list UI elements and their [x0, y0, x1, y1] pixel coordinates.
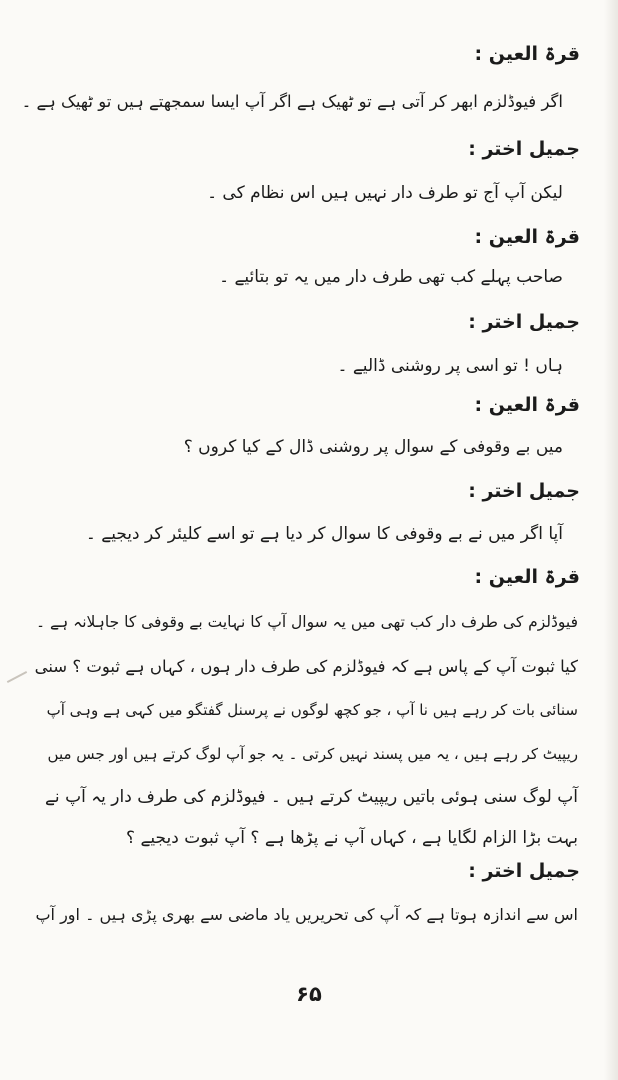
speaker-name: جمیل اختر :: [468, 480, 580, 502]
speaker-name: قرۃ العین :: [474, 226, 580, 248]
speaker-name: قرۃ العین :: [474, 566, 580, 588]
dialogue-line: ہاں ! تو اسی پر روشنی ڈالیے ۔: [337, 356, 563, 376]
page-edge-shadow: [604, 0, 618, 1080]
speaker-name: جمیل اختر :: [468, 860, 580, 882]
dialogue-line: کیا ثبوت آپ کے پاس ہے کہ فیوڈلزم کی طرف دار ہوں ، کہاں ہے ثبوت ؟ سنی: [34, 657, 578, 676]
page-number: ۶۵: [296, 982, 322, 1006]
dialogue-line: فیوڈلزم کی طرف دار کب تھی میں یہ سوال آپ کا نہایت بے وقوفی کا جاہلانہ ہے ۔: [36, 613, 578, 631]
dialogue-line: اگر فیوڈلزم ابھر کر آتی ہے تو ٹھیک ہے اگر آپ ایسا سمجھتے ہیں تو ٹھیک ہے ۔: [21, 92, 563, 111]
dialogue-line: صاحب پہلے کب تھی طرف دار میں یہ تو بتائیے ۔: [219, 267, 563, 287]
dialogue-line: آپ لوگ سنی ہوئی باتیں ریپیٹ کرتے ہیں ۔ فیوڈلزم کی طرف دار یہ آپ نے: [44, 787, 578, 807]
dialogue-line: ریپیٹ کر رہے ہیں ، یہ میں پسند نہیں کرتی ۔ یہ جو آپ لوگ کرتے ہیں اور جس میں: [47, 745, 578, 763]
dialogue-line: اس سے اندازہ ہوتا ہے کہ آپ کی تحریریں یاد ماضی سے بھری پڑی ہیں ۔ اور آپ: [35, 905, 578, 924]
dialogue-line: لیکن آپ آج تو طرف دار نہیں ہیں اس نظام کی ۔: [207, 183, 563, 203]
dialogue-line: بہت بڑا الزام لگایا ہے ، کہاں آپ نے پڑھا ہے ؟ آپ ثبوت دیجیے ؟: [126, 828, 578, 848]
speaker-name: قرۃ العین :: [474, 43, 580, 65]
dialogue-line: سنائی بات کر رہے ہیں نا آپ ، جو کچھ لوگوں نے پرسنل گفتگو میں کہی ہے وہی آپ: [46, 701, 578, 719]
dialogue-line: آپا اگر میں نے بے وقوفی کا سوال کر دیا ہے تو اسے کلیئر کر دیجیے ۔: [85, 524, 563, 544]
speaker-name: جمیل اختر :: [468, 138, 580, 160]
dialogue-line: میں بے وقوفی کے سوال پر روشنی ڈال کے کیا کروں ؟: [183, 437, 563, 457]
speaker-name: قرۃ العین :: [474, 394, 580, 416]
speaker-name: جمیل اختر :: [468, 311, 580, 333]
